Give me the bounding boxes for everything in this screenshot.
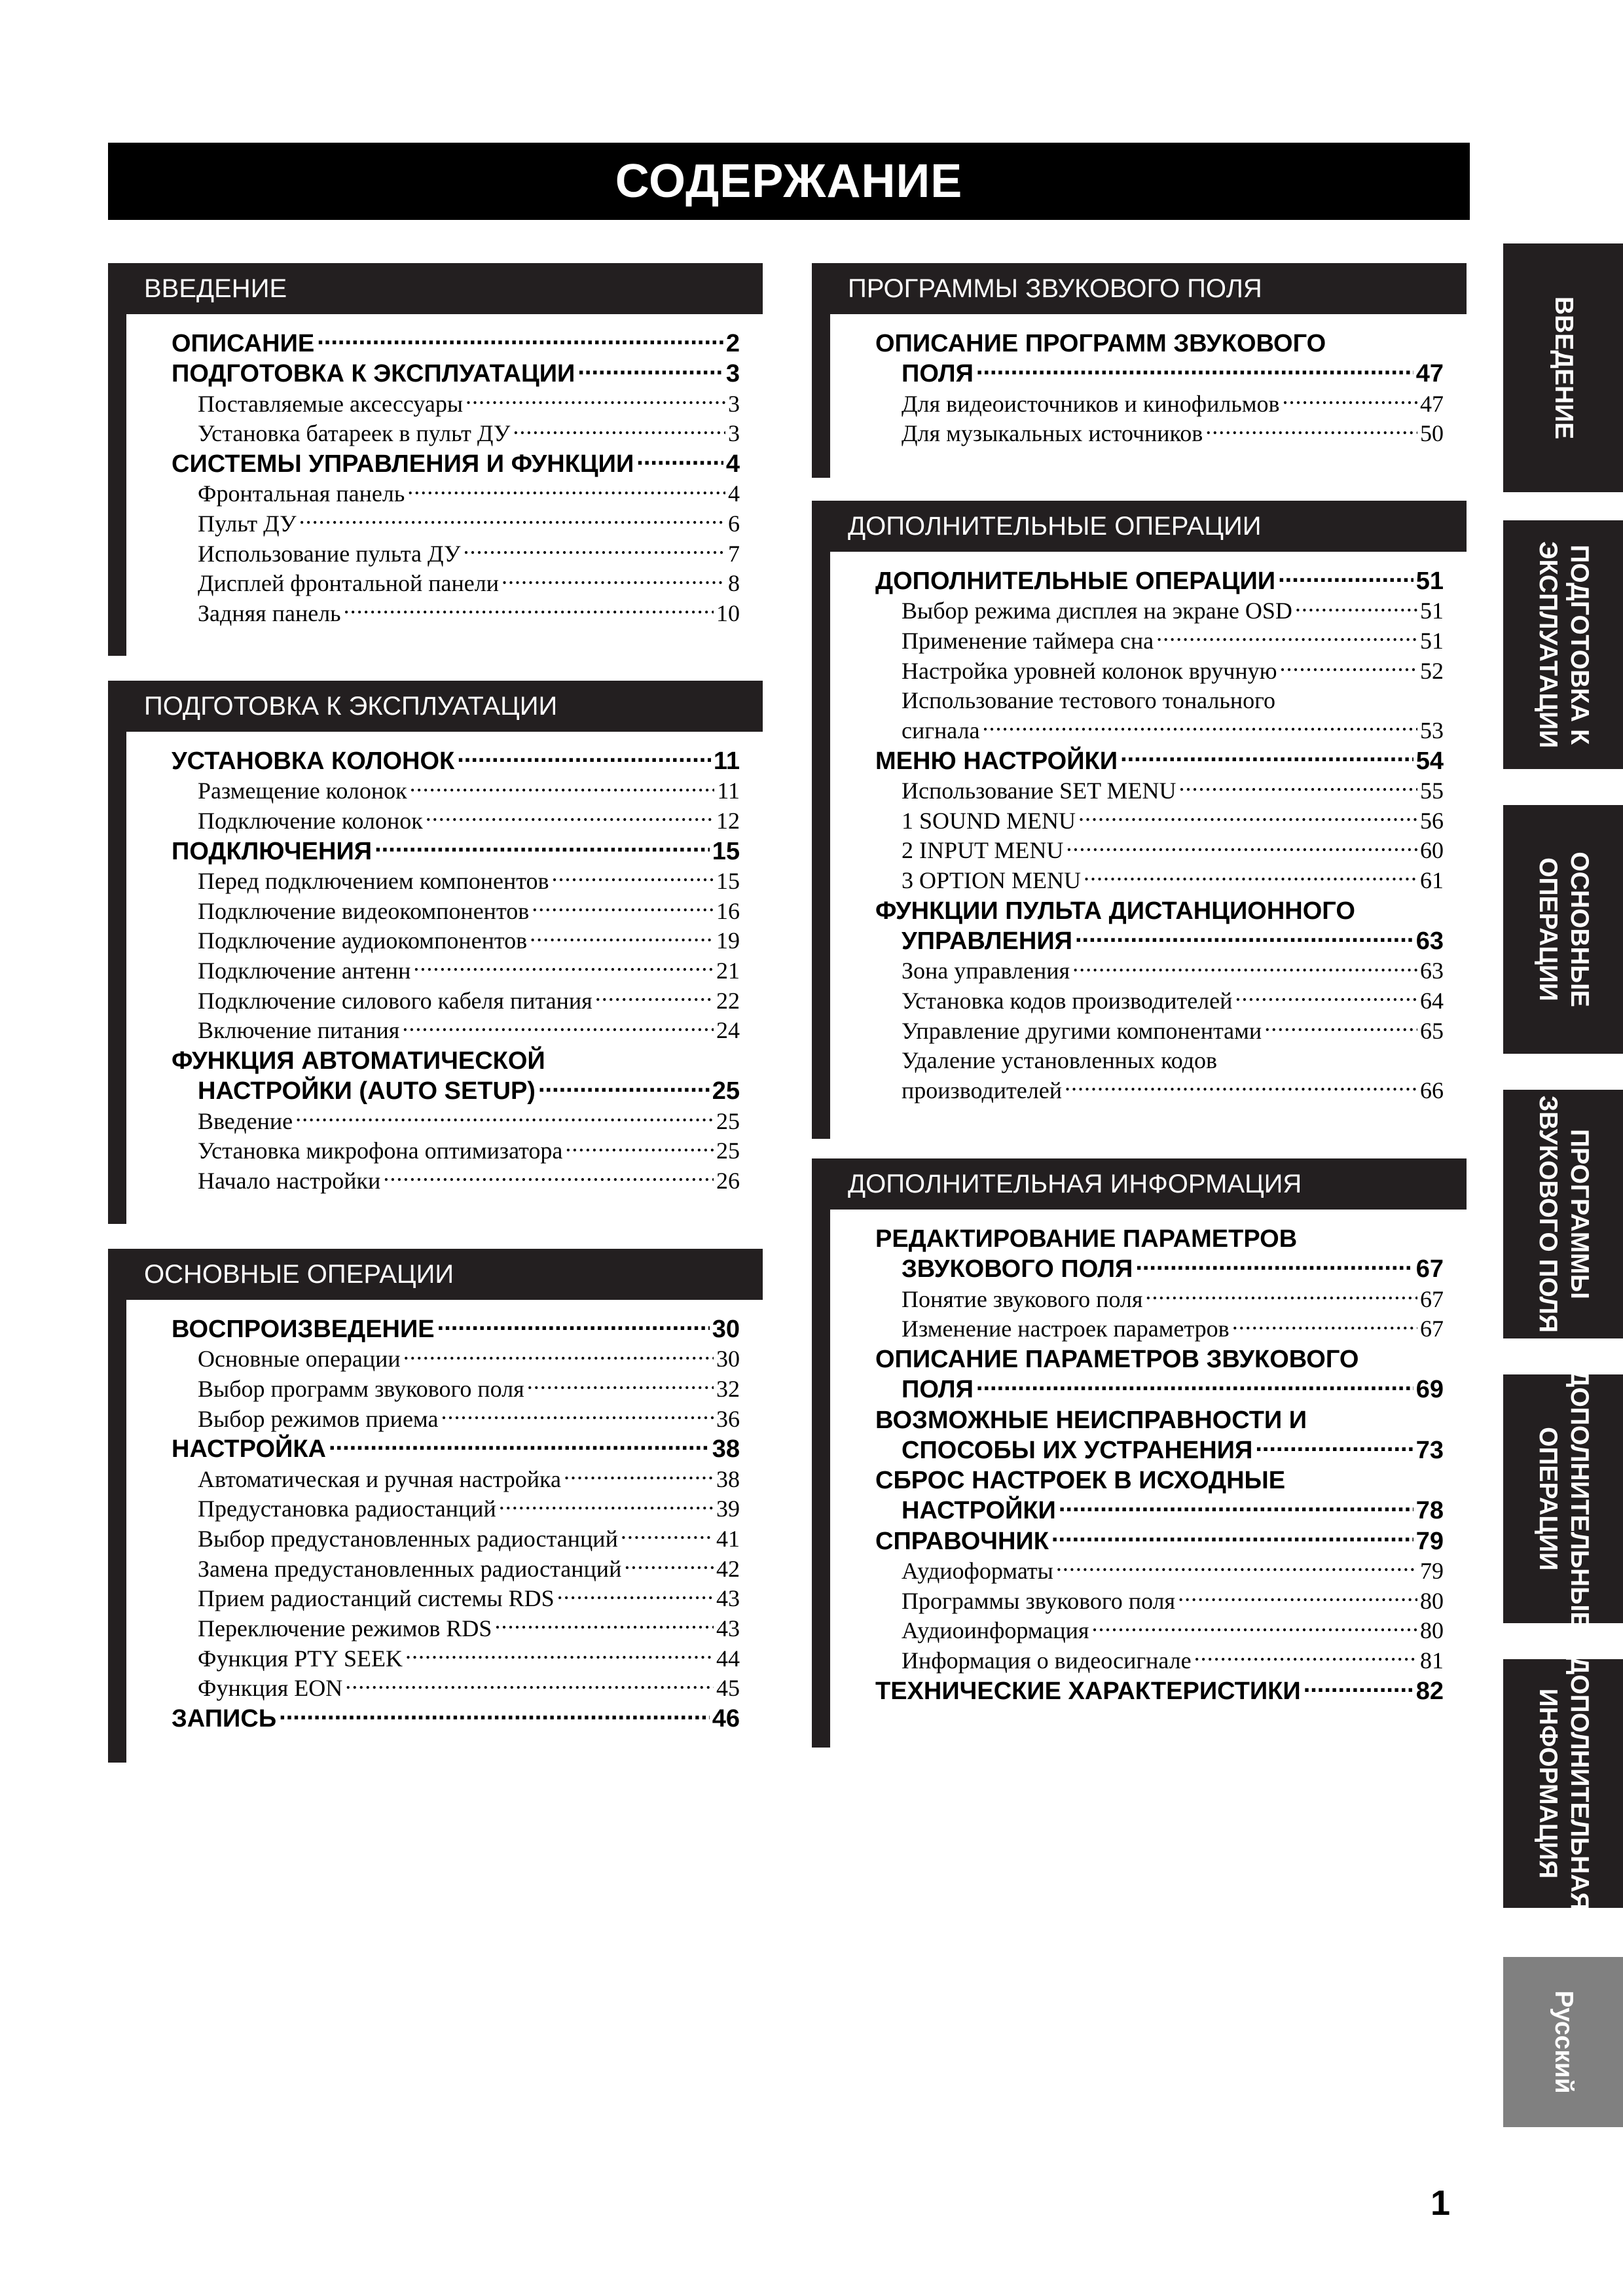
toc-entry[interactable]: Подключение силового кабеля питания ..... 22	[172, 986, 740, 1016]
toc-entry[interactable]: 1 SOUND MENU ..... 56	[875, 806, 1444, 836]
toc-entry[interactable]: ОПИСАНИЕ ..... 2	[172, 329, 740, 359]
toc-entry[interactable]: Дисплей фронтальной панели ..... 8	[172, 569, 740, 599]
toc-entry[interactable]: Подключение колонок ..... 12	[172, 806, 740, 836]
toc-entry[interactable]: Поставляемые аксессуары ..... 3	[172, 389, 740, 420]
toc-entry[interactable]: УПРАВЛЕНИЯ ..... 63	[875, 926, 1444, 956]
toc-entry[interactable]: Установка кодов производителей ..... 64	[875, 986, 1444, 1016]
toc-entry[interactable]: ОПИСАНИЕ ПРОГРАММ ЗВУКОВОГО	[875, 330, 1326, 357]
toc-entry[interactable]: ТЕХНИЧЕСКИЕ ХАРАКТЕРИСТИКИ ..... 82	[875, 1676, 1444, 1706]
toc-entry[interactable]: Пульт ДУ ..... 6	[172, 509, 740, 539]
toc-entry[interactable]: УСТАНОВКА КОЛОНОК ..... 11	[172, 746, 740, 776]
section-heading: ДОПОЛНИТЕЛЬНАЯ ИНФОРМАЦИЯ	[812, 1158, 1467, 1210]
toc-entry[interactable]: Функция PTY SEEK ..... 44	[172, 1644, 740, 1674]
toc-entry[interactable]: НАСТРОЙКИ (AUTO SETUP) ..... 25	[172, 1076, 740, 1106]
section-dop-info	[812, 1158, 1467, 1748]
toc-entry[interactable]: производителей ..... 66	[875, 1076, 1444, 1106]
section-bar	[108, 1249, 126, 1763]
toc-entry[interactable]: Подключение аудиокомпонентов ..... 19	[172, 926, 740, 956]
section-podgotovka	[108, 681, 763, 1224]
toc-entry[interactable]: Введение ..... 25	[172, 1107, 740, 1137]
toc-entry[interactable]: РЕДАКТИРОВАНИЕ ПАРАМЕТРОВ	[875, 1225, 1298, 1253]
toc-entry[interactable]: Переключение режимов RDS ..... 43	[172, 1614, 740, 1644]
toc-entry[interactable]: НАСТРОЙКИ ..... 78	[875, 1496, 1444, 1526]
tab-label: ЗВУКОВОГО ПОЛЯ	[1533, 1095, 1562, 1333]
toc-entry[interactable]: Изменение настроек параметров ..... 67	[875, 1314, 1444, 1344]
section-heading: ОСНОВНЫЕ ОПЕРАЦИИ	[108, 1249, 763, 1300]
toc-entry[interactable]: Включение питания ..... 24	[172, 1016, 740, 1046]
side-tab-vvedenie[interactable]	[1503, 243, 1623, 492]
toc-entry[interactable]: Предустановка радиостанций ..... 39	[172, 1494, 740, 1524]
toc-entry[interactable]: ЗАПИСЬ ..... 46	[172, 1704, 740, 1734]
toc-entry[interactable]: Применение таймера сна ..... 51	[875, 626, 1444, 656]
toc-entry[interactable]: ПОЛЯ ..... 47	[875, 359, 1444, 389]
toc-entry[interactable]: Аудиоинформация ..... 80	[875, 1616, 1444, 1646]
toc-entry[interactable]: Программы звукового поля ..... 80	[875, 1587, 1444, 1617]
toc-entry[interactable]: Замена предустановленных радиостанций ..... 42	[172, 1554, 740, 1585]
toc-list	[172, 329, 740, 629]
toc-entry[interactable]: ПОДГОТОВКА К ЭКСПЛУАТАЦИИ ..... 3	[172, 359, 740, 389]
toc-entry[interactable]: СПОСОБЫ ИХ УСТРАНЕНИЯ ..... 73	[875, 1435, 1444, 1465]
toc-entry[interactable]: Использование тестового тонального	[902, 687, 1275, 714]
toc-entry[interactable]: Выбор программ звукового поля ..... 32	[172, 1374, 740, 1405]
toc-entry[interactable]: ПОДКЛЮЧЕНИЯ ..... 15	[172, 836, 740, 867]
toc-entry[interactable]: Прием радиостанций системы RDS ..... 43	[172, 1584, 740, 1614]
toc-entry[interactable]: СИСТЕМЫ УПРАВЛЕНИЯ И ФУНКЦИИ ..... 4	[172, 449, 740, 479]
tab-label: ВВЕДЕНИЕ	[1549, 296, 1578, 440]
toc-entry[interactable]: ПОЛЯ ..... 69	[875, 1374, 1444, 1405]
toc-list	[172, 746, 740, 1196]
tab-label: ПОДГОТОВКА К	[1565, 545, 1594, 745]
toc-entry[interactable]: сигнала ..... 53	[875, 716, 1444, 746]
side-tab-dop-info[interactable]	[1503, 1656, 1623, 1911]
side-tab-programmy[interactable]	[1503, 1090, 1623, 1338]
toc-entry[interactable]: Размещение колонок ..... 11	[172, 776, 740, 806]
page-title: СОДЕРЖАНИЕ	[108, 143, 1470, 220]
toc-entry[interactable]: МЕНЮ НАСТРОЙКИ ..... 54	[875, 746, 1444, 776]
side-tab-podgotovka[interactable]	[1503, 520, 1623, 769]
section-dop-operacii	[812, 501, 1467, 1139]
toc-entry[interactable]: Выбор режима дисплея на экране OSD ..... 51	[875, 596, 1444, 626]
toc-entry[interactable]: Основные операции ..... 30	[172, 1344, 740, 1374]
section-programmy	[812, 263, 1467, 478]
toc-entry[interactable]: Задняя панель ..... 10	[172, 599, 740, 629]
toc-entry[interactable]: Использование SET MENU ..... 55	[875, 776, 1444, 806]
toc-entry[interactable]: Перед подключением компонентов ..... 15	[172, 867, 740, 897]
tab-label: Русский	[1549, 1990, 1578, 2094]
tab-label: ИНФОРМАЦИЯ	[1533, 1688, 1562, 1879]
section-osnovnye	[108, 1249, 763, 1763]
toc-entry[interactable]: Начало настройки ..... 26	[172, 1166, 740, 1196]
section-bar	[108, 263, 126, 656]
toc-entry[interactable]: Автоматическая и ручная настройка ..... 38	[172, 1465, 740, 1495]
toc-entry[interactable]: ЗВУКОВОГО ПОЛЯ ..... 67	[875, 1254, 1444, 1284]
tab-label: ПРОГРАММЫ	[1565, 1129, 1594, 1299]
toc-list	[875, 1224, 1444, 1706]
tab-label: ОПЕРАЦИИ	[1533, 857, 1562, 1001]
toc-entry[interactable]: ДОПОЛНИТЕЛЬНЫЕ ОПЕРАЦИИ ..... 51	[875, 566, 1444, 596]
toc-entry[interactable]: ВОЗМОЖНЫЕ НЕИСПРАВНОСТИ И	[875, 1406, 1307, 1434]
toc-entry[interactable]: Подключение видеокомпонентов ..... 16	[172, 897, 740, 927]
section-heading: ПРОГРАММЫ ЗВУКОВОГО ПОЛЯ	[812, 263, 1467, 314]
toc-entry[interactable]: 2 INPUT MENU ..... 60	[875, 836, 1444, 866]
section-heading: ПОДГОТОВКА К ЭКСПЛУАТАЦИИ	[108, 681, 763, 732]
toc-entry[interactable]: Удаление установленных кодов	[902, 1047, 1218, 1074]
page-number: 1	[1431, 2183, 1451, 2223]
toc-list	[875, 566, 1444, 1106]
side-tab-osnovnye[interactable]	[1503, 805, 1623, 1054]
section-vvedenie	[108, 263, 763, 656]
side-tab-dop-operacii[interactable]	[1503, 1369, 1623, 1629]
toc-entry[interactable]: Информация о видеосигнале ..... 81	[875, 1646, 1444, 1676]
toc-entry[interactable]: ОПИСАНИЕ ПАРАМЕТРОВ ЗВУКОВОГО	[875, 1345, 1359, 1373]
toc-entry[interactable]: Зона управления ..... 63	[875, 956, 1444, 986]
tab-label: ДОПОЛНИТЕЛЬНЫЕ	[1565, 1369, 1594, 1629]
tab-label: ЭКСПЛУАТАЦИИ	[1533, 541, 1562, 749]
toc-entry[interactable]: СБРОС НАСТРОЕК В ИСХОДНЫЕ	[875, 1467, 1286, 1495]
section-bar	[108, 681, 126, 1224]
section-heading: ДОПОЛНИТЕЛЬНЫЕ ОПЕРАЦИИ	[812, 501, 1467, 552]
toc-list	[875, 329, 1444, 449]
toc-entry[interactable]: Понятие звукового поля ..... 67	[875, 1285, 1444, 1315]
toc-entry[interactable]: 3 OPTION MENU ..... 61	[875, 866, 1444, 896]
toc-entry[interactable]: Настройка уровней колонок вручную ..... 52	[875, 656, 1444, 687]
toc-entry[interactable]: Управление другими компонентами ..... 65	[875, 1016, 1444, 1047]
toc-entry[interactable]: ФУНКЦИЯ АВТОМАТИЧЕСКОЙ	[172, 1047, 545, 1075]
side-tab-russkiy[interactable]	[1503, 1957, 1623, 2127]
toc-entry[interactable]: СПРАВОЧНИК ..... 79	[875, 1526, 1444, 1556]
toc-entry[interactable]: Аудиоформаты ..... 79	[875, 1556, 1444, 1587]
toc-entry[interactable]: Фронтальная панель ..... 4	[172, 479, 740, 509]
toc-entry[interactable]: Использование пульта ДУ ..... 7	[172, 539, 740, 569]
section-bar	[812, 1158, 830, 1748]
section-bar	[812, 501, 830, 1139]
toc-entry[interactable]: ФУНКЦИИ ПУЛЬТА ДИСТАНЦИОННОГО	[875, 897, 1355, 925]
toc-entry[interactable]: ВОСПРОИЗВЕДЕНИЕ ..... 30	[172, 1314, 740, 1344]
toc-entry[interactable]: НАСТРОЙКА ..... 38	[172, 1434, 740, 1464]
toc-entry[interactable]: Функция EON ..... 45	[172, 1674, 740, 1704]
toc-list	[172, 1314, 740, 1734]
toc-entry[interactable]: Выбор предустановленных радиостанций ..... 41	[172, 1524, 740, 1554]
toc-entry[interactable]: Установка микрофона оптимизатора ..... 25	[172, 1136, 740, 1166]
tab-label: ОПЕРАЦИИ	[1533, 1427, 1562, 1571]
tab-label: ОСНОВНЫЕ	[1565, 852, 1594, 1007]
toc-entry[interactable]: Подключение антенн ..... 21	[172, 956, 740, 986]
toc-entry[interactable]: Для музыкальных источников ..... 50	[875, 419, 1444, 449]
toc-entry[interactable]: Установка батареек в пульт ДУ ..... 3	[172, 419, 740, 449]
toc-entry[interactable]: Для видеоисточников и кинофильмов ..... 47	[875, 389, 1444, 420]
section-heading: ВВЕДЕНИЕ	[108, 263, 763, 314]
tab-label: ДОПОЛНИТЕЛЬНАЯ	[1565, 1656, 1594, 1911]
toc-entry[interactable]: Выбор режимов приема ..... 36	[172, 1405, 740, 1435]
